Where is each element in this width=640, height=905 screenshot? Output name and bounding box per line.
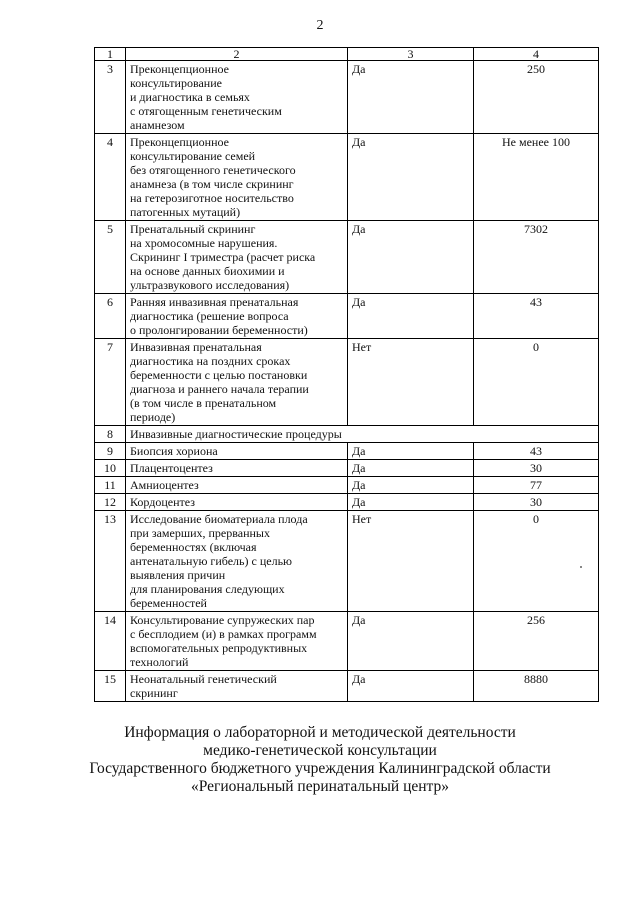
column-header: 4 bbox=[474, 48, 599, 61]
row-description-cell: Кордоцентез bbox=[126, 494, 348, 511]
row-value-cell: 8880 bbox=[474, 671, 599, 702]
column-header: 1 bbox=[95, 48, 126, 61]
heading-line: медико-генетической консультации bbox=[203, 742, 437, 759]
table-row bbox=[95, 339, 599, 426]
table-row bbox=[95, 294, 599, 339]
heading-line: Государственного бюджетного учреждения Калининградской области bbox=[89, 760, 551, 777]
page-number: 2 bbox=[316, 18, 324, 33]
row-availability-cell: Да bbox=[348, 443, 474, 460]
heading-line: «Региональный перинатальный центр» bbox=[190, 778, 450, 795]
row-availability-cell: Да bbox=[348, 612, 474, 671]
table-row bbox=[95, 443, 599, 460]
row-availability-cell: Нет bbox=[348, 339, 474, 426]
row-availability-cell: Да bbox=[348, 221, 474, 294]
row-number-cell: 4 bbox=[95, 134, 126, 221]
row-number-cell: 8 bbox=[95, 426, 126, 443]
row-availability-cell: Нет bbox=[348, 511, 474, 612]
row-description-cell: Пренатальный скрининг на хромосомные нарушения. Скрининг I триместра (расчет риска на основе данных биохимии и ультразвукового исследования) bbox=[126, 221, 348, 294]
row-description-cell: Преконцепционное консультирование семей без отягощенного генетического анамнеза (в том числе скрининг на гетерозиготное носительство патогенных мутаций) bbox=[126, 134, 348, 221]
column-header: 3 bbox=[348, 48, 474, 61]
table-row bbox=[95, 511, 599, 612]
row-description-cell: Ранняя инвазивная пренатальная диагностика (решение вопроса о пролонгировании беременности) bbox=[126, 294, 348, 339]
row-number-cell: 15 bbox=[95, 671, 126, 702]
row-availability-cell: Да bbox=[348, 294, 474, 339]
row-number-cell: 9 bbox=[95, 443, 126, 460]
row-availability-cell: Да bbox=[348, 477, 474, 494]
row-description-cell: Амниоцентез bbox=[126, 477, 348, 494]
row-description-cell: Неонатальный генетический скрининг bbox=[126, 671, 348, 702]
row-number-cell: 13 bbox=[95, 511, 126, 612]
row-availability-cell: Да bbox=[348, 460, 474, 477]
row-availability-cell: Да bbox=[348, 671, 474, 702]
row-number-cell: 7 bbox=[95, 339, 126, 426]
row-value-cell: 256 bbox=[474, 612, 599, 671]
row-number-cell: 11 bbox=[95, 477, 126, 494]
row-value-cell: 30 bbox=[474, 494, 599, 511]
row-value-cell: Не менее 100 bbox=[474, 134, 599, 221]
row-value-cell: 77 bbox=[474, 477, 599, 494]
row-number-cell: 3 bbox=[95, 61, 126, 134]
row-availability-cell: Да bbox=[348, 494, 474, 511]
row-value-cell: 0 bbox=[474, 511, 599, 612]
row-description-cell: Инвазивные диагностические процедуры bbox=[126, 426, 599, 443]
row-number-cell: 6 bbox=[95, 294, 126, 339]
row-value-cell: 0 bbox=[474, 339, 599, 426]
section-heading bbox=[0, 724, 640, 796]
services-table bbox=[94, 47, 599, 702]
table-row bbox=[95, 460, 599, 477]
table-row bbox=[95, 61, 599, 134]
table-row bbox=[95, 612, 599, 671]
table-body bbox=[95, 61, 599, 702]
heading-line: Информация о лабораторной и методической деятельности bbox=[124, 724, 516, 741]
row-value-cell: 7302 bbox=[474, 221, 599, 294]
table-row bbox=[95, 134, 599, 221]
row-number-cell: 12 bbox=[95, 494, 126, 511]
row-description-cell: Исследование биоматериала плода при замерших, прерванных беременностях (включая антенатальную гибель) с целью выявления причин для планирования следующих беременностей bbox=[126, 511, 348, 612]
table-row bbox=[95, 671, 599, 702]
column-header: 2 bbox=[126, 48, 348, 61]
row-description-cell: Плацентоцентез bbox=[126, 460, 348, 477]
scan-speck bbox=[580, 566, 582, 568]
row-description-cell: Преконцепционное консультирование и диагностика в семьях с отягощенным генетическим анамнезом bbox=[126, 61, 348, 134]
table-row bbox=[95, 494, 599, 511]
table-header-row bbox=[95, 48, 599, 61]
row-value-cell: 250 bbox=[474, 61, 599, 134]
table-row bbox=[95, 221, 599, 294]
row-availability-cell: Да bbox=[348, 61, 474, 134]
row-number-cell: 5 bbox=[95, 221, 126, 294]
table-row bbox=[95, 477, 599, 494]
row-value-cell: 43 bbox=[474, 443, 599, 460]
row-value-cell: 43 bbox=[474, 294, 599, 339]
row-description-cell: Биопсия хориона bbox=[126, 443, 348, 460]
row-description-cell: Консультирование супружеских пар с бесплодием (и) в рамках программ вспомогательных репродуктивных технологий bbox=[126, 612, 348, 671]
row-number-cell: 10 bbox=[95, 460, 126, 477]
row-number-cell: 14 bbox=[95, 612, 126, 671]
row-description-cell: Инвазивная пренатальная диагностика на поздних сроках беременности с целью постановки диагноза и раннего начала терапии (в том числе в пренатальном периоде) bbox=[126, 339, 348, 426]
row-availability-cell: Да bbox=[348, 134, 474, 221]
table-row bbox=[95, 426, 599, 443]
row-value-cell: 30 bbox=[474, 460, 599, 477]
